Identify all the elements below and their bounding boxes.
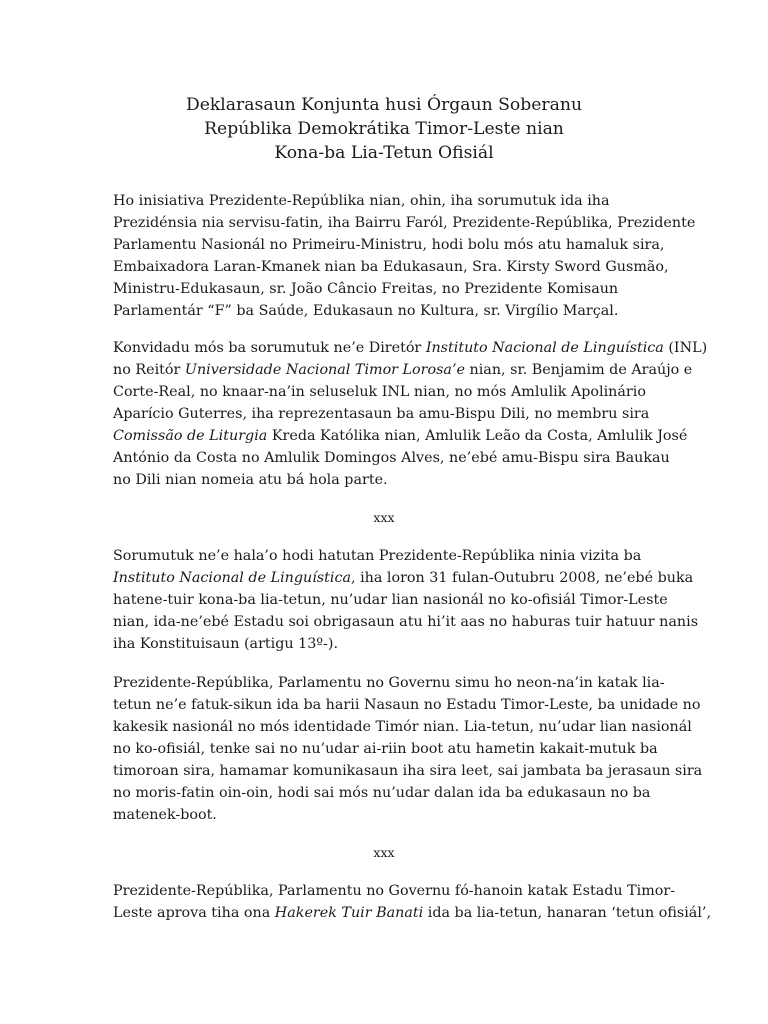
- paragraph-line: [113, 425, 688, 447]
- text-run: , iha loron 31 fulan-Outubru 2008, ne’ebé buka: [350, 570, 694, 586]
- paragraph-line: Ministru-Edukasaun, sr. João Câncio Freitas, no Prezidente Komisaun: [113, 281, 619, 297]
- text-run: (INL): [663, 340, 708, 356]
- paragraph-5: [113, 880, 711, 924]
- title-line-3: Kona-ba Lia-Tetun Ofisiál: [274, 143, 494, 163]
- title-line-2: Repúblika Demokrátika Timor-Leste nian: [204, 119, 564, 139]
- text-run: ida ba lia-tetun, hanaran ‘tetun ofisiál’,: [423, 905, 711, 921]
- italic-run: Comissão de Liturgia: [113, 428, 268, 444]
- italic-run: Instituto Nacional de Linguística: [113, 570, 351, 586]
- paragraph-4: [113, 672, 703, 826]
- paragraph-line: iha Konstituisaun (artigu 13º-).: [113, 636, 338, 652]
- paragraph-line: [113, 902, 711, 924]
- paragraph-1: [113, 190, 696, 322]
- italic-run: Hakerek Tuir Banati: [274, 905, 424, 921]
- text-run: Kreda Katólika nian, Amlulik Leão da Costa, Amlulik José: [267, 428, 688, 444]
- paragraph-line: Parlamentár “F” ba Saúde, Edukasaun no Kultura, sr. Virgílio Marçal.: [113, 303, 619, 319]
- paragraph-line: Prezidente-Repúblika, Parlamentu no Governu fó-hanoin katak Estadu Timor-: [113, 883, 676, 899]
- italic-run: Instituto Nacional de Linguística: [425, 340, 664, 356]
- text-run: nian, sr. Benjamim de Araújo e: [464, 362, 693, 378]
- paragraph-line: Corte-Real, no knaar-na’in seluseluk INL nian, no mós Amlulik Apolinário: [113, 384, 646, 400]
- title-line-1: Deklarasaun Konjunta husi Órgaun Soberanu: [185, 95, 583, 115]
- paragraph-line: Ho inisiativa Prezidente-Repúblika nian, ohin, iha sorumutuk ida iha: [113, 193, 610, 209]
- text-run: Konvidadu mós ba sorumutuk ne’e Diretór: [113, 340, 426, 356]
- paragraph-line: Prezidente-Repúblika, Parlamentu no Governu simu ho neon-na’in katak lia-: [113, 675, 665, 691]
- section-separator: xxx: [373, 845, 395, 860]
- paragraph-line: António da Costa no Amlulik Domingos Alves, ne’ebé amu-Bispu sira Baukau: [113, 450, 670, 466]
- italic-run: Universidade Nacional Timor Lorosa’e: [184, 362, 465, 378]
- paragraph-line: Prezidénsia nia servisu-fatin, iha Bairru Faról, Prezidente-Repúblika, Prezidente: [113, 215, 696, 231]
- paragraph-line: kakesik nasionál no mós identidade Timór nian. Lia-tetun, nu’udar lian nasionál: [113, 719, 692, 735]
- paragraph-line: [113, 359, 693, 381]
- text-run: Leste aprova tiha ona: [113, 905, 275, 921]
- paragraph-line: [113, 337, 708, 359]
- paragraph-line: no moris-fatin oin-oin, hodi sai mós nu’udar dalan ida ba edukasaun no ba: [113, 785, 651, 801]
- paragraph-line: tetun ne’e fatuk-sikun ida ba harii Nasaun no Estadu Timor-Leste, ba unidade no: [113, 697, 701, 713]
- section-separator: xxx: [373, 510, 395, 525]
- paragraph-line: Sorumutuk ne’e hala’o hodi hatutan Prezidente-Repúblika ninia vizita ba: [113, 548, 642, 564]
- paragraph-line: no ko-ofisiál, tenke sai no nu’udar ai-riin boot atu hametin kakait-mutuk ba: [113, 741, 658, 757]
- text-run: no Reitór: [113, 362, 185, 378]
- paragraph-line: timoroan sira, hamamar komunikasaun iha sira leet, sai jambata ba jerasaun sira: [113, 763, 703, 779]
- paragraph-line: no Dili nian nomeia atu bá hola parte.: [113, 472, 388, 488]
- paragraph-line: Parlamentu Nasionál no Primeiru-Ministru, hodi bolu mós atu hamaluk sira,: [113, 237, 665, 253]
- document-title: [0, 93, 768, 165]
- paragraph-line: nian, ida-ne’ebé Estadu soi obrigasaun atu hi’it aas no haburas tuir hatuur nanis: [113, 614, 699, 630]
- paragraph-3: [113, 545, 699, 655]
- paragraph-line: [113, 567, 694, 589]
- paragraph-line: Aparício Guterres, iha reprezentasaun ba amu-Bispu Dili, no membru sira: [113, 406, 650, 422]
- paragraph-line: hatene-tuir kona-ba lia-tetun, nu’udar lian nasionál no ko-ofisiál Timor-Leste: [113, 592, 668, 608]
- paragraph-line: Embaixadora Laran-Kmanek nian ba Edukasaun, Sra. Kirsty Sword Gusmão,: [113, 259, 669, 275]
- paragraph-2: [113, 337, 708, 491]
- paragraph-line: matenek-boot.: [113, 807, 217, 823]
